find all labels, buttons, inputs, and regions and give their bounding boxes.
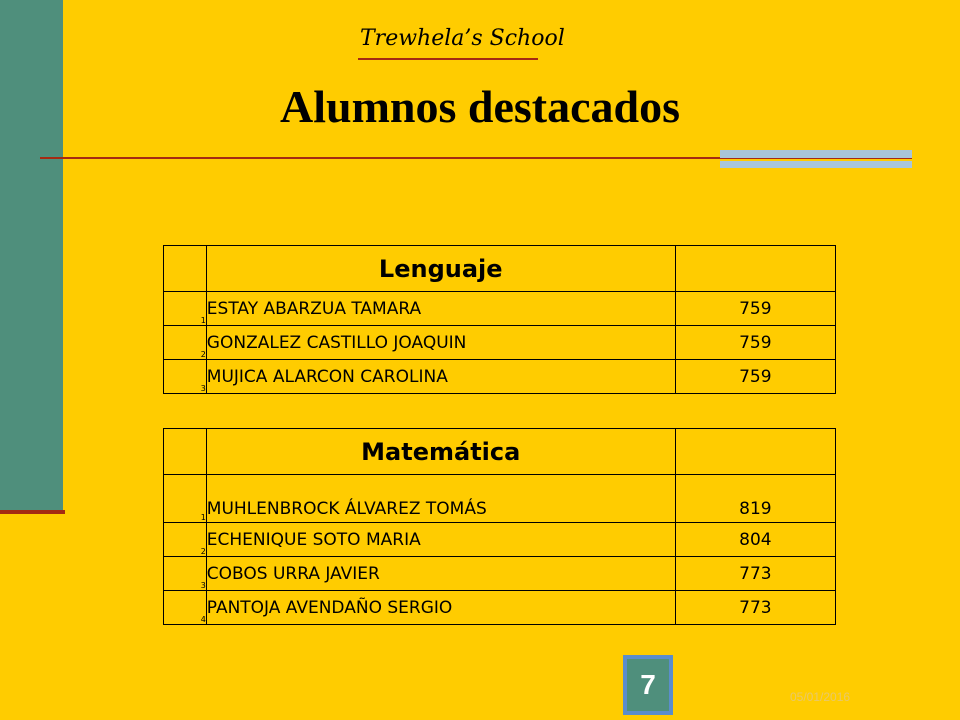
table-row [164, 475, 836, 523]
school-underline [358, 58, 538, 60]
rank-cell: 2 [164, 523, 207, 557]
slide-title: Alumnos destacados [279, 81, 680, 132]
table-row [164, 523, 836, 557]
slide-number-box [623, 655, 673, 715]
lenguaje-table [163, 245, 836, 394]
header-rank-cell [164, 246, 207, 292]
left-decorative-bar [0, 0, 63, 513]
student-name: MUHLENBROCK ÁLVAREZ TOMÁS [206, 475, 675, 523]
title-accent-bar-lower [720, 161, 912, 168]
table-row [164, 591, 836, 625]
subject-heading: Matemática [206, 429, 675, 475]
table-row [164, 326, 836, 360]
table-header-row [164, 246, 836, 292]
student-name: MUJICA ALARCON CAROLINA [206, 360, 675, 394]
table-row [164, 360, 836, 394]
slide-date: 05/01/2016 [790, 690, 851, 704]
header-score-cell [675, 246, 835, 292]
student-score: 773 [675, 557, 835, 591]
left-bar-edge [0, 510, 65, 514]
student-name: COBOS URRA JAVIER [206, 557, 675, 591]
student-name: GONZALEZ CASTILLO JOAQUIN [206, 326, 675, 360]
rank-cell: 3 [164, 557, 207, 591]
header-rank-cell [164, 429, 207, 475]
student-name: PANTOJA AVENDAÑO SERGIO [206, 591, 675, 625]
student-score: 759 [675, 360, 835, 394]
title-accent-bar [720, 150, 912, 158]
rank-cell: 1 [164, 292, 207, 326]
slide-number: 7 [627, 659, 669, 711]
subject-heading: Lenguaje [206, 246, 675, 292]
student-name: ECHENIQUE SOTO MARIA [206, 523, 675, 557]
student-score: 759 [675, 326, 835, 360]
student-score: 773 [675, 591, 835, 625]
school-name: Trewhela’s School [360, 26, 565, 51]
rank-cell: 1 [164, 475, 207, 523]
student-score: 759 [675, 292, 835, 326]
rank-cell: 3 [164, 360, 207, 394]
rank-cell: 4 [164, 591, 207, 625]
matematica-table [163, 428, 836, 625]
student-name: ESTAY ABARZUA TAMARA [206, 292, 675, 326]
student-score: 819 [675, 475, 835, 523]
table-header-row [164, 429, 836, 475]
student-score: 804 [675, 523, 835, 557]
table-row [164, 557, 836, 591]
rank-cell: 2 [164, 326, 207, 360]
header-score-cell [675, 429, 835, 475]
table-row [164, 292, 836, 326]
